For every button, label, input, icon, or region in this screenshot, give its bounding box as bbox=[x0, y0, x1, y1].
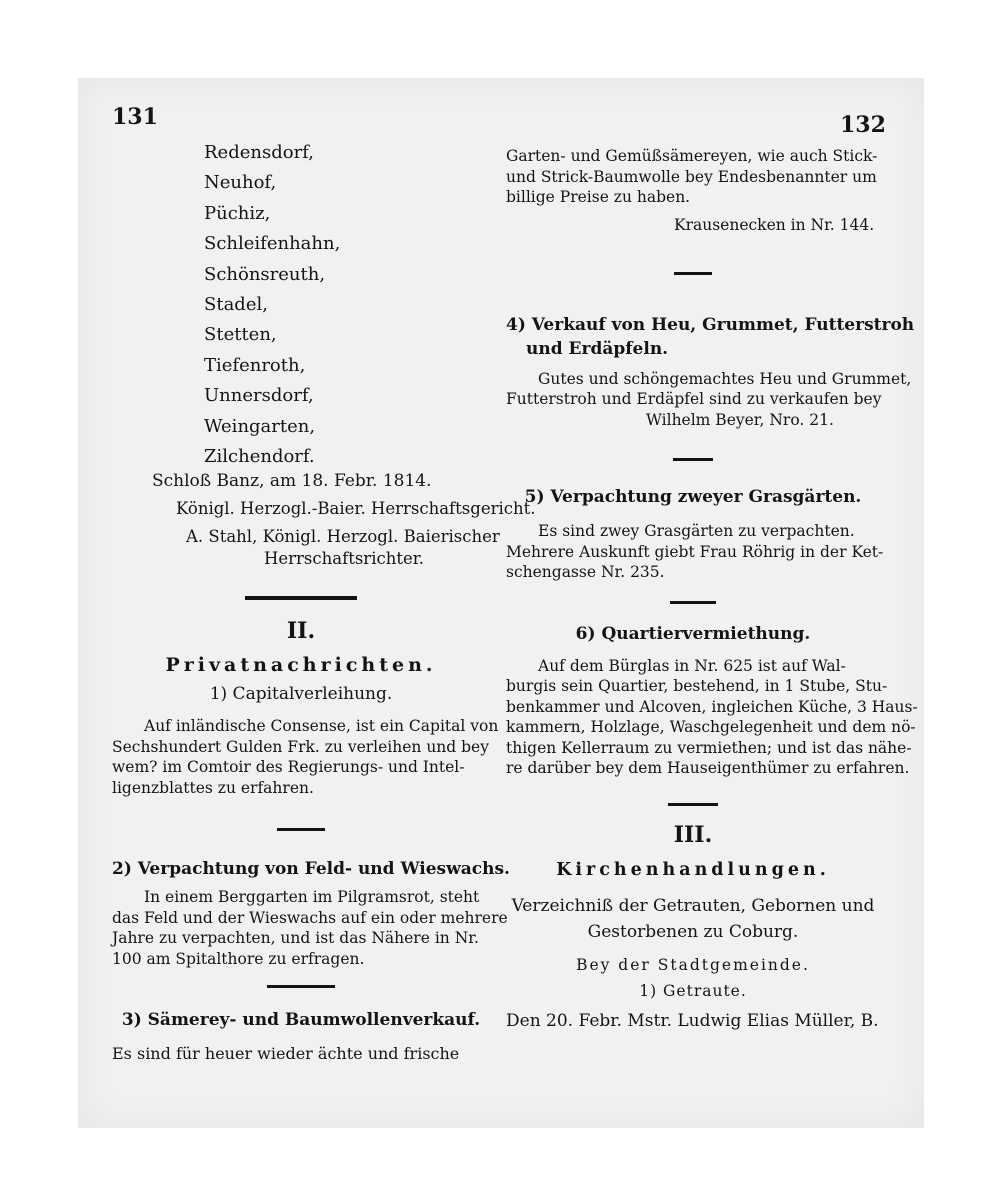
item-heading: 2) Verpachtung von Feld- und Wieswachs. bbox=[112, 859, 510, 880]
text-line: schengasse Nr. 235. bbox=[506, 563, 665, 581]
item-heading: und Erdäpfeln. bbox=[526, 338, 669, 359]
place-name: Stetten, bbox=[204, 324, 277, 346]
date-line: Schloß Banz, am 18. Febr. 1814. bbox=[152, 471, 432, 492]
place-name: Zilchendorf. bbox=[204, 446, 315, 468]
place-name: Tiefenroth, bbox=[204, 354, 306, 376]
text-line: burgis sein Quartier, bestehend, in 1 Stube, Stu- bbox=[506, 677, 888, 695]
text-line: Jahre zu verpachten, und ist das Nähere in Nr. bbox=[112, 929, 479, 948]
page-number-right: 132 bbox=[840, 112, 886, 138]
item-heading: 5) Verpachtung zweyer Grasgärten. bbox=[524, 487, 862, 507]
item-text bbox=[506, 656, 918, 779]
text-line: re darüber bey dem Hauseigenthümer zu erfahren. bbox=[506, 759, 910, 777]
text-line: thigen Kellerraum zu vermiethen; und ist das nähe- bbox=[506, 738, 912, 757]
register-title: Gestorbenen zu Coburg. bbox=[587, 921, 799, 942]
item-text bbox=[112, 1044, 490, 1065]
place-name: Unnersdorf, bbox=[204, 385, 314, 407]
text-line: Es sind zwey Grasgärten zu verpachten. bbox=[538, 522, 855, 540]
right-column bbox=[506, 146, 918, 1032]
place-name: Neuhof, bbox=[204, 172, 277, 194]
place-name: Schönsreuth, bbox=[204, 263, 326, 285]
register-entry: Den 20. Febr. Mstr. Ludwig Elias Müller, B. bbox=[506, 1010, 879, 1031]
item-heading: 6) Quartiervermiethung. bbox=[575, 623, 811, 644]
place-name: Redensdorf, bbox=[204, 142, 314, 163]
signature-title: Herrschaftsrichter. bbox=[264, 549, 425, 569]
text-line: benkammer und Alcoven, ingleichen Küche, 3 Haus- bbox=[506, 697, 918, 716]
place-list bbox=[112, 138, 490, 472]
item-divider bbox=[277, 828, 325, 831]
place-name: Weingarten, bbox=[204, 415, 316, 437]
text-line: Gutes und schöngemachtes Heu und Grummet, bbox=[538, 369, 912, 388]
court-name: Königl. Herzogl.-Baier. Herrschaftsgericht. bbox=[176, 499, 536, 519]
place-name: Stadel, bbox=[204, 294, 268, 316]
text-line: Garten- und Gemüßsämereyen, wie auch Stick- bbox=[506, 147, 878, 165]
item-heading: 3) Sämerey- und Baumwollenverkauf. bbox=[121, 1010, 481, 1031]
text-line: billige Preise zu haben. bbox=[506, 188, 691, 206]
register-title: Verzeichniß der Getrauten, Gebornen und bbox=[511, 895, 875, 916]
text-line: und Strick-Baumwolle bey Endesbenannter um bbox=[506, 167, 877, 186]
item-text bbox=[506, 369, 912, 431]
section-title: Privatnachrichten. bbox=[165, 654, 437, 677]
section-divider bbox=[245, 596, 357, 600]
place-name: Schleifenhahn, bbox=[204, 233, 341, 255]
item-divider bbox=[674, 272, 712, 275]
item-divider bbox=[267, 985, 335, 988]
text-line: In einem Berggarten im Pilgramsrot, steht bbox=[144, 888, 480, 907]
left-column bbox=[112, 138, 536, 1065]
item-heading: 4) Verkauf von Heu, Grummet, Futterstroh bbox=[506, 314, 915, 335]
item-text bbox=[112, 716, 499, 798]
text-line: wem? im Comtoir des Regierungs- und Intel- bbox=[112, 758, 465, 777]
section-title: Kirchenhandlungen. bbox=[556, 859, 830, 880]
text-line: 100 am Spitalthore zu erfragen. bbox=[112, 949, 365, 968]
text-line: ligenzblattes zu erfahren. bbox=[112, 778, 314, 797]
text-line: Es sind für heuer wieder ächte und frische bbox=[112, 1044, 460, 1064]
item-text bbox=[506, 521, 884, 583]
text-line: Wilhelm Beyer, Nro. 21. bbox=[646, 410, 834, 429]
text-line: Auf dem Bürglas in Nr. 625 ist auf Wal- bbox=[538, 656, 846, 675]
item-heading: 1) Capitalverleihung. bbox=[209, 684, 393, 705]
continuation-text bbox=[506, 146, 880, 208]
advertiser-signature: Krausenecken in Nr. 144. bbox=[674, 215, 875, 234]
section-numeral: III. bbox=[673, 821, 713, 848]
item-divider bbox=[673, 458, 713, 461]
text-line: das Feld und der Wieswachs auf ein oder mehrere bbox=[112, 908, 508, 927]
text-line: Auf inländische Consense, ist ein Capital von bbox=[144, 717, 499, 736]
page-number-left: 131 bbox=[112, 104, 158, 130]
signature-line: A. Stahl, Königl. Herzogl. Baierischer bbox=[186, 527, 500, 547]
place-name: Püchiz, bbox=[204, 202, 271, 224]
section-divider bbox=[668, 803, 718, 806]
text-line: Sechshundert Gulden Frk. zu verleihen und bey bbox=[112, 737, 489, 756]
text-line: Mehrere Auskunft giebt Frau Röhrig in der Ket- bbox=[506, 542, 884, 561]
category-heading: 1) Getraute. bbox=[639, 981, 747, 1000]
item-divider bbox=[670, 601, 716, 604]
community-heading: Bey der Stadtgemeinde. bbox=[576, 955, 810, 974]
text-line: kammern, Holzlage, Waschgelegenheit und dem nö- bbox=[506, 718, 916, 736]
section-numeral: II. bbox=[286, 618, 316, 645]
item-text bbox=[112, 887, 508, 969]
text-line: Futterstroh und Erdäpfel sind zu verkaufen bey bbox=[506, 390, 882, 408]
